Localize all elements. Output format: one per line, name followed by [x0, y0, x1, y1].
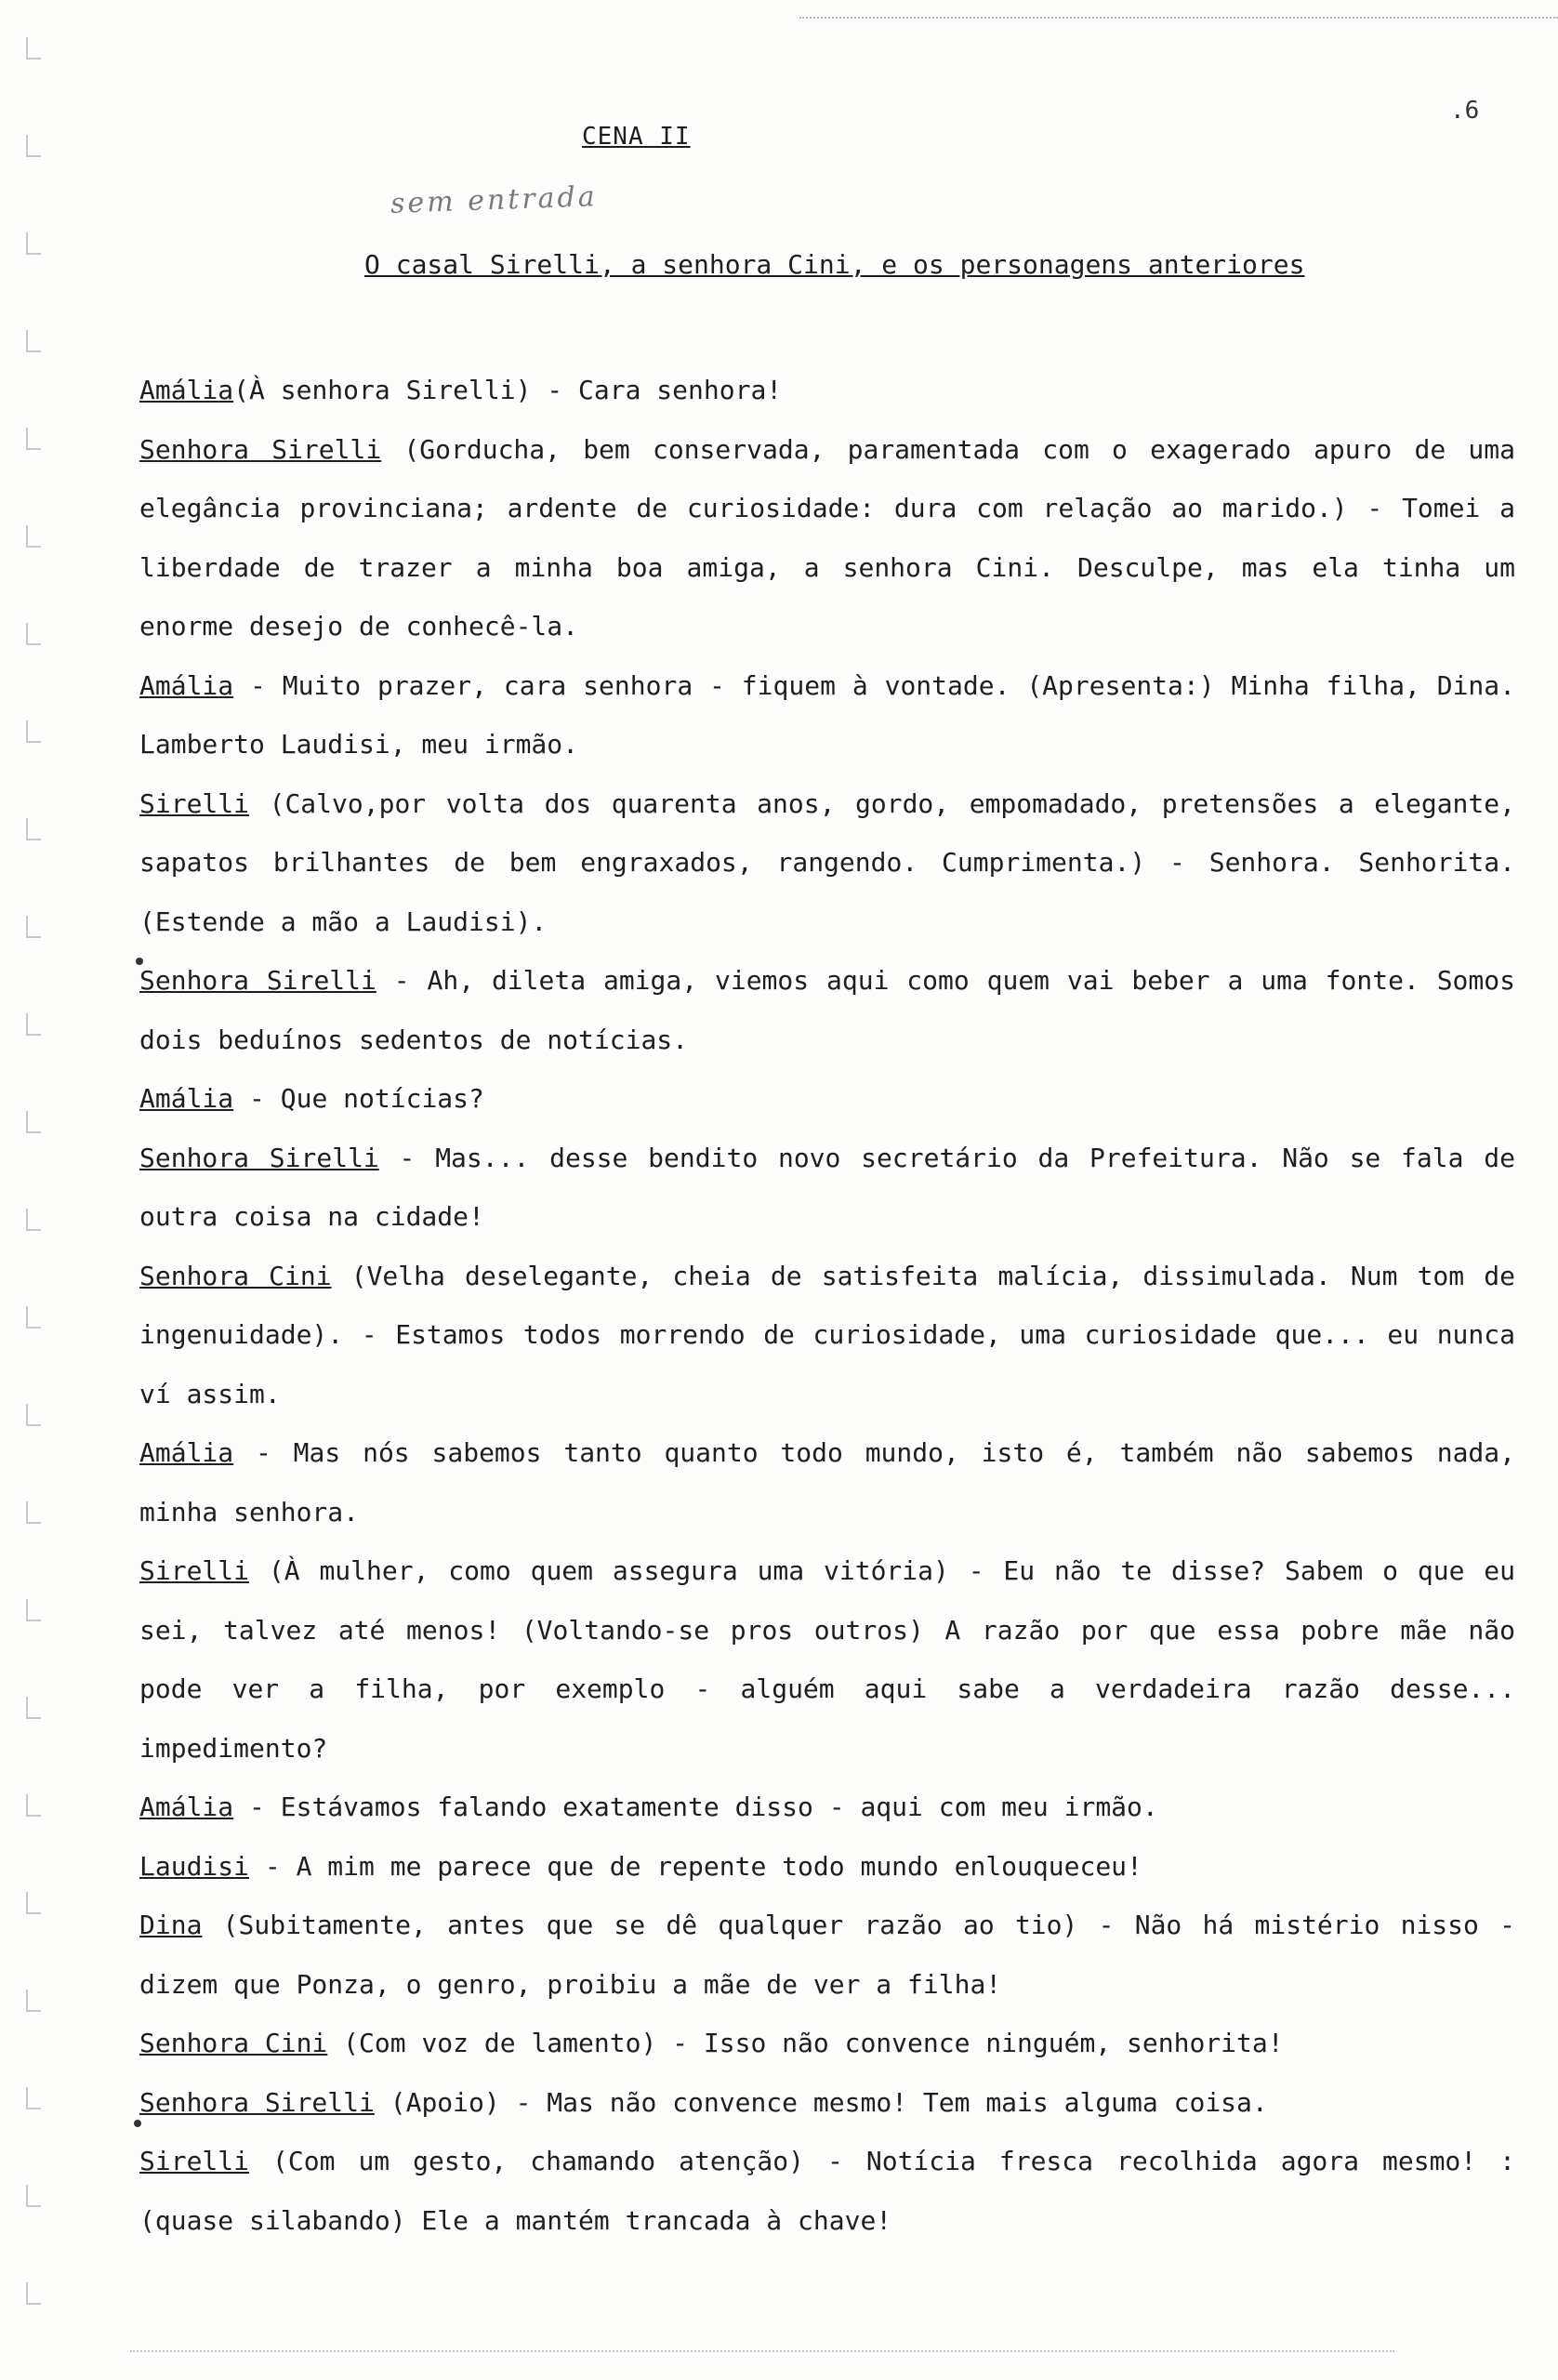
margin-tick [26, 1501, 41, 1524]
dialogue-line [139, 2132, 1515, 2250]
margin-tick [26, 1013, 41, 1036]
speaker-name: Senhora Sirelli [139, 965, 376, 996]
margin-tick [26, 1209, 41, 1231]
page-number: .6 [1450, 97, 1480, 125]
speaker-name: Senhora Sirelli [139, 433, 382, 465]
margin-tick [26, 1990, 41, 2012]
speaker-name: Amália [139, 1792, 234, 1822]
dialogue-line [139, 361, 1515, 420]
line-text: - Muito prazer, cara senhora - fiquem à vontade. (Apresenta:) Minha filha, Dina. Lamberto Laudisi, meu irmão. [139, 669, 1515, 760]
speaker-name: Dina [139, 1910, 203, 1940]
margin-tick [26, 1111, 41, 1133]
dialogue-line [139, 1896, 1515, 2014]
margin-tick [26, 37, 41, 60]
dialogue-line [139, 1069, 1515, 1129]
left-margin-ticks [26, 37, 63, 2343]
margin-tick [26, 428, 41, 450]
scene-title: CENA II [582, 123, 691, 151]
dialogue-body [139, 361, 1515, 2250]
margin-tick [26, 1404, 41, 1426]
dialogue-line [139, 1423, 1515, 1541]
speaker-name: Laudisi [139, 1850, 250, 1882]
line-text: - Ah, dileta amiga, viemos aqui como quem vai beber a uma fonte. Somos dois beduínos sedentos de notícias. [139, 965, 1515, 1055]
speaker-name: Amália [139, 1083, 234, 1114]
line-text: - Mas... desse bendito novo secretário da Prefeitura. Não se fala de outra coisa na cidade! [139, 1142, 1515, 1232]
dialogue-line [139, 1247, 1515, 1424]
speaker-name: Amália [139, 375, 234, 405]
dialogue-line [139, 656, 1515, 774]
margin-tick [26, 232, 41, 255]
speaker-name: Sirelli [139, 2146, 250, 2176]
dialogue-line [139, 2073, 1515, 2133]
dialogue-line [139, 1129, 1515, 1247]
margin-tick [26, 2185, 41, 2207]
speaker-name: Senhora Cini [139, 2028, 328, 2058]
line-text: (Apoio) - Mas não convence mesmo! Tem mais alguma coisa. [374, 2086, 1268, 2118]
dialogue-line [139, 1837, 1515, 1897]
margin-tick [26, 135, 41, 157]
margin-tick [26, 525, 41, 548]
line-text: (Com um gesto, chamando atenção) - Notícia fresca recolhida agora mesmo! : (quase silabando) Ele a mantém trancada à chave! [139, 2146, 1515, 2236]
handwritten-annotation: sem entrada [390, 180, 599, 220]
speaker-name: Senhora Cini [139, 1260, 332, 1291]
speaker-name: Senhora Sirelli [139, 2086, 375, 2118]
line-text: (Subitamente, antes que se dê qualquer razão ao tio) - Não há mistério nisso - dizem que Ponza, o genro, proibiu a mãe de ver a filha! [139, 1910, 1515, 2000]
line-text: (Com voz de lamento) - Isso não convence ninguém, senhorita! [327, 2028, 1284, 2058]
margin-tick [26, 1306, 41, 1329]
line-text: (Velha deselegante, cheia de satisfeita malícia, dissimulada. Num tom de ingenuidade). - Estamos todos morrendo de curiosidade, uma curiosidade que... eu nunca ví assim. [139, 1260, 1515, 1409]
margin-tick [26, 721, 41, 743]
speaker-name: Sirelli [139, 787, 250, 819]
margin-tick [26, 1697, 41, 1719]
ink-mark [134, 2120, 141, 2127]
line-text: - Que notícias? [233, 1083, 484, 1114]
margin-tick [26, 818, 41, 840]
margin-tick [26, 330, 41, 352]
speaker-name: Sirelli [139, 1555, 250, 1586]
margin-tick [26, 916, 41, 938]
line-text: (Calvo,por volta dos quarenta anos, gordo, empomadado, pretensões a elegante, sapatos brilhantes de bem engraxados, rangendo. Cumprimenta.) - Senhora. Senhorita. (Estende a mão a Laudisi). [139, 787, 1515, 937]
margin-tick [26, 2282, 41, 2305]
dialogue-line [139, 420, 1515, 656]
line-text: (À senhora Sirelli) - Cara senhora! [233, 375, 783, 405]
speaker-name: Senhora Sirelli [139, 1142, 379, 1173]
margin-tick [26, 1892, 41, 1914]
speaker-name: Amália [139, 669, 234, 701]
cast-list: O casal Sirelli, a senhora Cini, e os personagens anteriores [364, 249, 1305, 280]
speaker-name: Amália [139, 1437, 234, 1468]
line-text: - A mim me parece que de repente todo mundo enlouqueceu! [249, 1850, 1142, 1882]
line-text: - Mas nós sabemos tanto quanto todo mundo, isto é, também não sabemos nada, minha senhora. [139, 1437, 1515, 1527]
margin-tick [26, 623, 41, 645]
margin-tick [26, 1599, 41, 1621]
line-text: - Estávamos falando exatamente disso - aqui com meu irmão. [233, 1792, 1158, 1822]
ink-mark [136, 958, 143, 965]
bottom-scan-edge [130, 2350, 1394, 2352]
line-text: (Gorducha, bem conservada, paramentada com o exagerado apuro de uma elegância provinciana; ardente de curiosidade: dura com relação ao marido.) - Tomei a liberdade de trazer a minha boa amiga, a senhora Cini. Desculpe, mas ela tinha um enorme desejo de conhecê-la. [139, 433, 1515, 641]
dialogue-line [139, 951, 1515, 1069]
dialogue-line [139, 774, 1515, 952]
margin-tick [26, 2087, 41, 2109]
dialogue-line [139, 2014, 1515, 2073]
top-scan-edge [799, 17, 1558, 19]
margin-tick [26, 1794, 41, 1817]
dialogue-line [139, 1541, 1515, 1778]
dialogue-line [139, 1778, 1515, 1837]
line-text: (À mulher, como quem assegura uma vitória) - Eu não te disse? Sabem o que eu sei, talvez até menos! (Voltando-se pros outros) A razão por que essa pobre mãe não pode ver a filha, por exemplo - alguém aqui sabe a verdadeira razão desse... impedimento? [139, 1555, 1515, 1764]
